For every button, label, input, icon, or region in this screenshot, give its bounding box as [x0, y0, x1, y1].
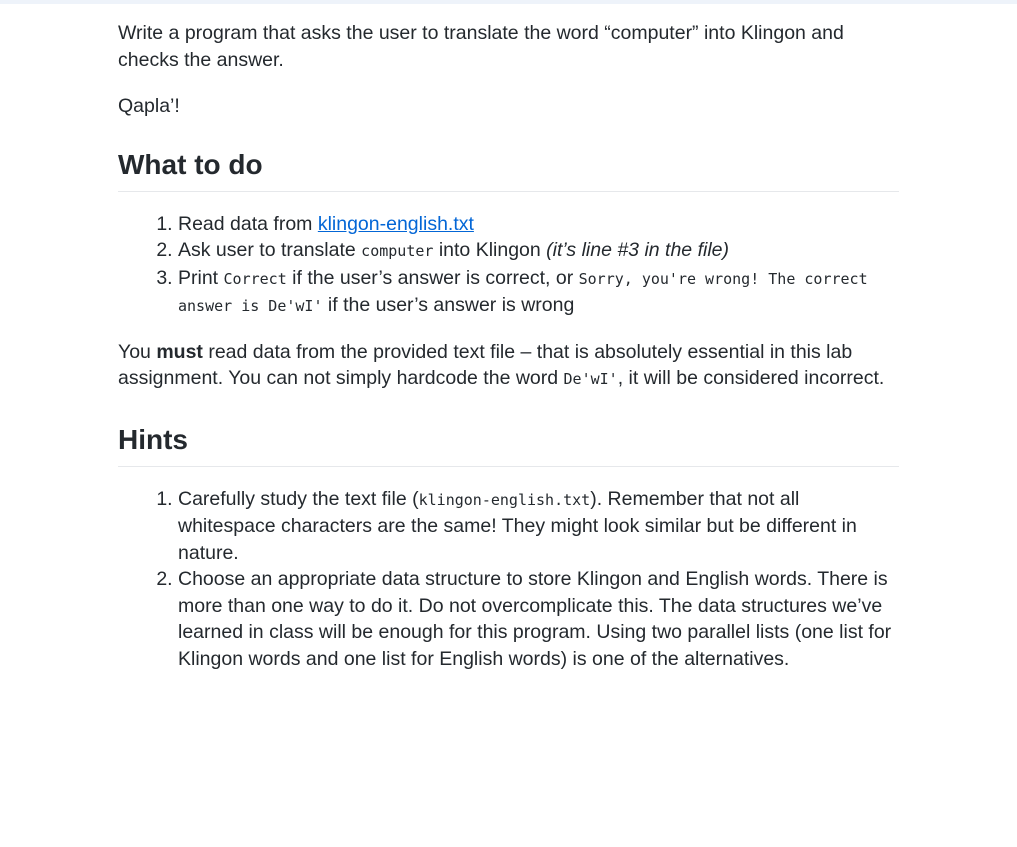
- para-text: read data from the provided text file – that is absolutely essential in this lab assignment. You can not simply hardcode the word: [118, 340, 853, 389]
- what-to-do-heading: What to do: [118, 148, 899, 192]
- top-border-strip: [0, 0, 1017, 4]
- hints-list: [118, 486, 899, 673]
- intro-paragraph: Write a program that asks the user to translate the word “computer” into Klingon and checks the answer.: [118, 22, 844, 71]
- list-item: [178, 486, 899, 567]
- assignment-content: [118, 10, 899, 672]
- list-item: [178, 265, 899, 320]
- item-text: into Klingon: [433, 239, 547, 261]
- item-text: if the user’s answer is correct, or: [286, 266, 579, 289]
- para-text: You: [118, 340, 157, 363]
- code-sorry-message: Sorry, you're wrong! The correct answer is De'wI': [178, 269, 868, 315]
- item-text: Read data from: [178, 212, 318, 235]
- list-item: [178, 237, 899, 265]
- code-correct: Correct: [223, 269, 287, 288]
- list-item: [178, 566, 899, 672]
- para-text: , it will be considered incorrect.: [617, 367, 885, 389]
- must-paragraph: [118, 339, 899, 393]
- item-text: Ask user to translate: [178, 239, 362, 261]
- list-item: [178, 211, 899, 238]
- item-text: Print: [178, 266, 224, 289]
- code-computer: computer: [361, 242, 434, 260]
- code-dewi: De'wI': [563, 370, 618, 388]
- what-to-do-list: [118, 211, 899, 320]
- hints-heading: Hints: [118, 423, 899, 467]
- must-bold: must: [156, 340, 203, 363]
- item-text: Carefully study the text file (: [178, 487, 419, 510]
- qapla-paragraph: Qapla’!: [118, 95, 180, 117]
- item-text: if the user’s answer is wrong: [322, 294, 575, 316]
- item-text: ). Remember that not all whitespace characters are the same! They might look similar but be different in nature.: [178, 487, 857, 564]
- line-note: (it’s line #3 in the file): [546, 239, 729, 261]
- code-filename: klingon-english.txt: [418, 490, 591, 509]
- klingon-english-file-link[interactable]: klingon-english.txt: [317, 212, 474, 235]
- item-text: Choose an appropriate data structure to store Klingon and English words. There is more than one way to do it. Do not overcomplicate this. The data structures we’ve learned in class will be enough for this program. Using two parallel lists (one list for Klingon words and one list for English words) is one of the alternatives.: [178, 568, 892, 670]
